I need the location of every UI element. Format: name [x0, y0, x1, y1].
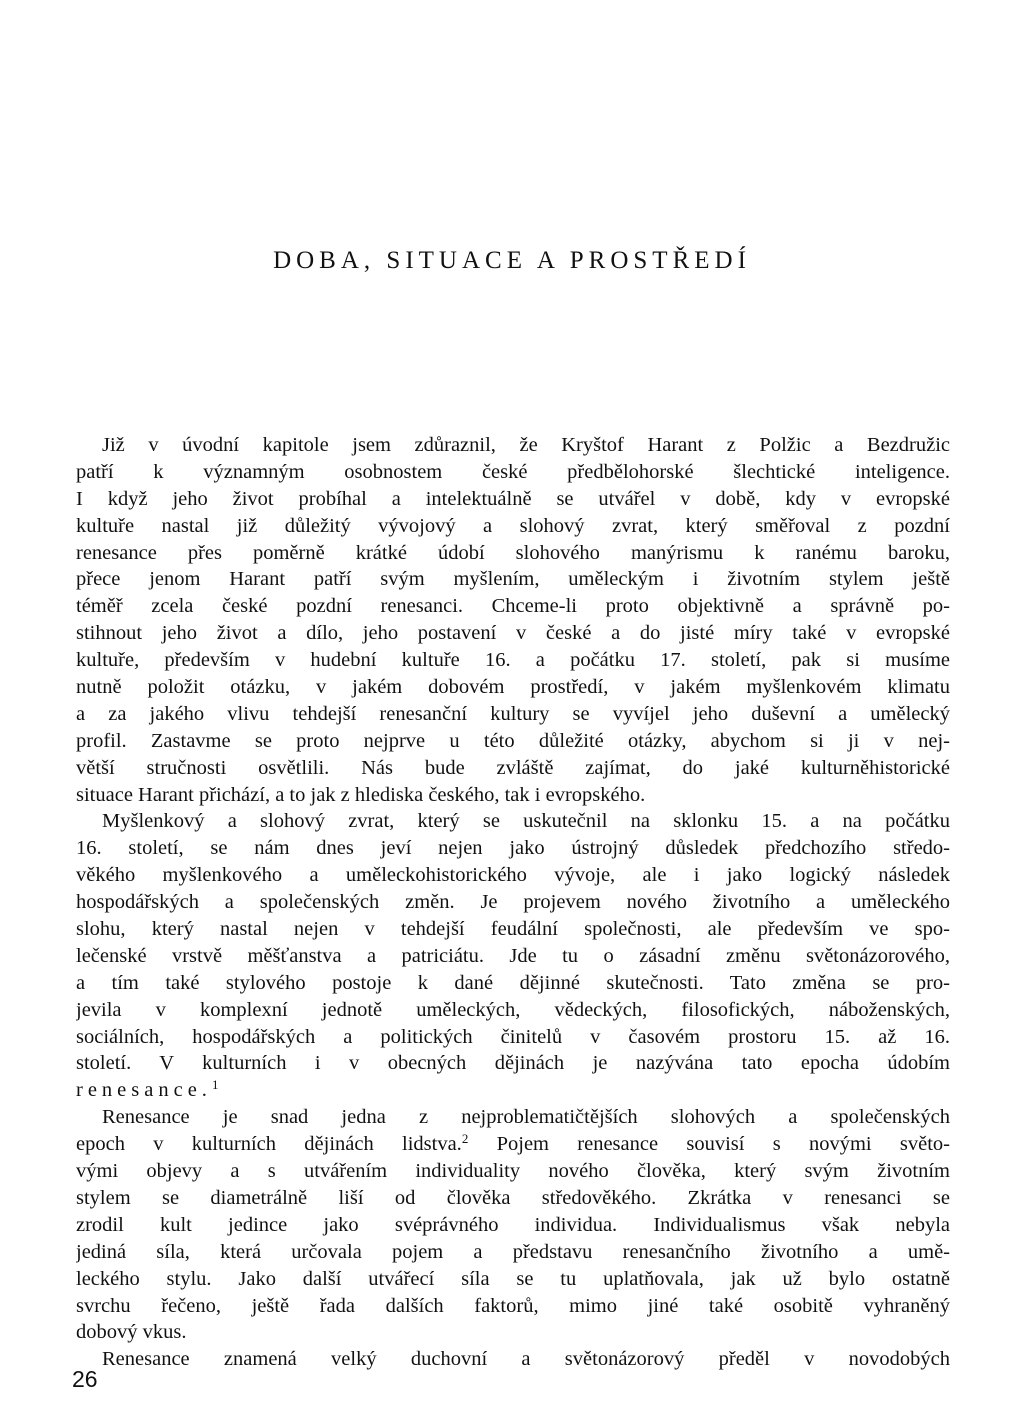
- text-line: jediná síla, která určovala pojem a představu renesančního životního a umě-: [76, 1240, 950, 1263]
- text-line: Renesance je snad jedna z nejproblematičtějších slohových a společenských: [102, 1106, 950, 1129]
- text-line: větší stručnosti osvětlili. Nás bude zvláště zajímat, do jaké kulturněhistorické: [76, 756, 950, 779]
- footnote-marker: 1: [211, 1077, 224, 1093]
- text-fragment: Pojem renesance souvisí s novými světo-: [468, 1133, 950, 1156]
- text-line: slohu, který nastal nejen v tehdejší feudální společnosti, ale především ve spo-: [76, 918, 950, 941]
- text-line: zrodil kult jedince jako svéprávného individua. Individualismus však nebyla: [76, 1213, 950, 1236]
- text-line: dobový vkus.: [76, 1321, 187, 1344]
- text-line: [76, 1131, 950, 1158]
- footnote-marker: 2: [461, 1131, 469, 1147]
- text-line: jevila v komplexní jednotě uměleckých, vědeckých, filosofických, náboženských,: [76, 998, 950, 1021]
- text-line: nutně položit otázku, v jakém dobovém prostředí, v jakém myšlenkovém klimatu: [76, 676, 950, 699]
- page-number: 26: [72, 1366, 98, 1392]
- text-line: patří k významným osobnostem české předbělohorské šlechtické inteligence.: [76, 460, 950, 483]
- text-line: kultuře, především v hudební kultuře 16. a počátku 17. století, pak si musíme: [76, 649, 950, 672]
- body-text: [76, 432, 950, 1373]
- text-line: kultuře nastal již důležitý vývojový a slohový zvrat, který směřoval z pozdní: [76, 514, 950, 537]
- text-line: 16. století, se nám dnes jeví nejen jako ústrojný důsledek předchozího středo-: [76, 837, 950, 860]
- text-line: stylem se diametrálně liší od člověka středověkého. Zkrátka v renesanci se: [76, 1186, 950, 1209]
- text-line: téměř zcela české pozdní renesanci. Chceme-li proto objektivně a správně po-: [76, 595, 950, 618]
- text-line: věkého myšlenkového a uměleckohistorického vývoje, ale i jako logický následek: [76, 864, 950, 887]
- chapter-title: DOBA, SITUACE A PROSTŘEDÍ: [273, 247, 751, 274]
- text-line: sociálních, hospodářských a politických činitelů v časovém prostoru 15. až 16.: [76, 1025, 950, 1048]
- text-line: a tím také stylového postoje k dané dějinné skutečnosti. Tato změna se pro-: [76, 971, 950, 994]
- spaced-word: renesance.: [76, 1079, 212, 1102]
- text-line: situace Harant přichází, a to jak z hlediska českého, tak i evropského.: [76, 783, 646, 806]
- text-line: Již v úvodní kapitole jsem zdůraznil, že Kryštof Harant z Polžic a Bezdružic: [102, 434, 950, 456]
- text-line: svrchu řečeno, ještě řada dalších faktorů, mimo jiné také osobitě vyhraněný: [76, 1294, 950, 1317]
- text-line: I když jeho život probíhal a intelektuálně se utvářel v době, kdy v evropské: [76, 487, 950, 510]
- text-line: [76, 1077, 950, 1104]
- text-line: století. V kulturních i v obecných dějinách je nazývána tato epocha údobím: [76, 1052, 950, 1075]
- text-line: vými objevy a s utvářením individuality nového člověka, který svým životním: [76, 1160, 950, 1183]
- text-line: renesance přes poměrně krátké údobí slohového manýrismu k ranému baroku,: [76, 541, 950, 564]
- text-line: lečenské vrstvě měšťanstva a patriciátu. Jde tu o zásadní změnu světonázorového,: [76, 944, 950, 967]
- text-line: Renesance znamená velký duchovní a světonázorový předěl v novodobých: [102, 1348, 950, 1371]
- text-line: a za jakého vlivu tehdejší renesanční kultury se vyvíjel jeho duševní a umělecký: [76, 702, 950, 725]
- text-line: přece jenom Harant patří svým myšlením, uměleckým i životním stylem ještě: [76, 568, 950, 591]
- text-line: hospodářských a společenských změn. Je projevem nového životního a uměleckého: [76, 891, 950, 914]
- text-line: profil. Zastavme se proto nejprve u této důležité otázky, abychom si ji v nej-: [76, 729, 950, 752]
- text-line: Myšlenkový a slohový zvrat, který se uskutečnil na sklonku 15. a na počátku: [102, 810, 950, 833]
- text-line: stihnout jeho život a dílo, jeho postavení v české a do jisté míry také v evropské: [76, 622, 950, 645]
- text-fragment: epoch v kulturních dějinách lidstva.: [76, 1133, 462, 1156]
- text-line: leckého stylu. Jako další utvářecí síla se tu uplatňovala, jak už bylo ostatně: [76, 1267, 950, 1290]
